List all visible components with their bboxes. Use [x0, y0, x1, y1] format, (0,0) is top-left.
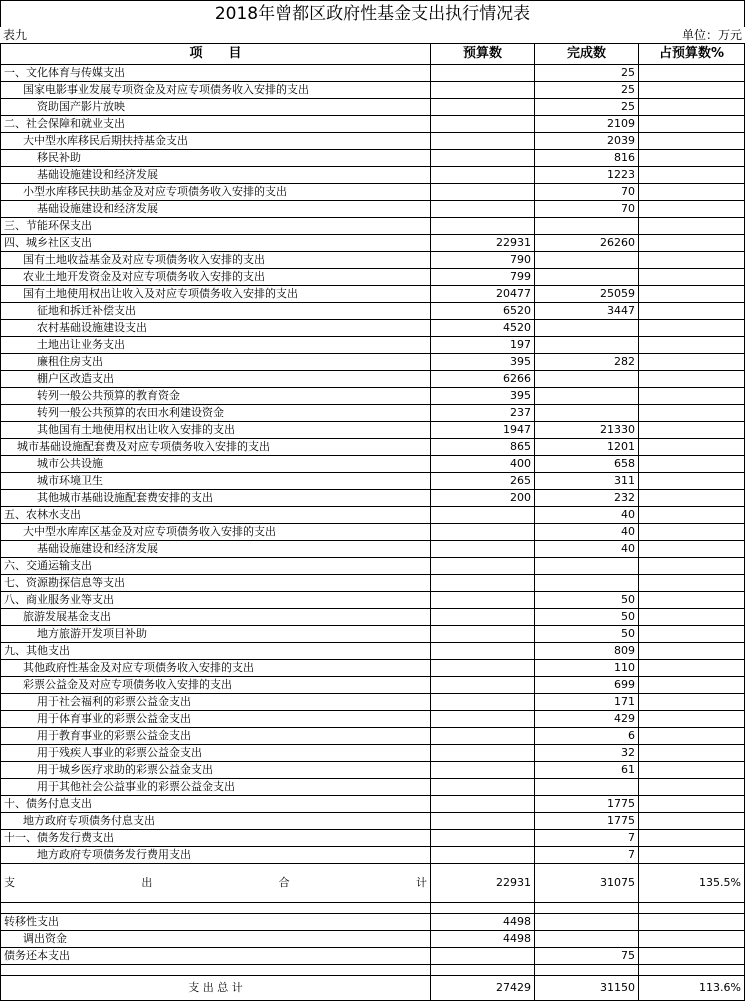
- row-label: 基础设施建设和经济发展: [1, 167, 431, 184]
- table-row: [1, 524, 745, 541]
- row-label: 大中型水库库区基金及对应专项债务收入安排的支出: [1, 524, 431, 541]
- table-row: [1, 609, 745, 626]
- row-pct: [639, 99, 745, 116]
- row-actual: 429: [535, 711, 639, 728]
- row-budget: [431, 524, 535, 541]
- row-label: 其他城市基础设施配套费安排的支出: [1, 490, 431, 507]
- row-pct: [639, 524, 745, 541]
- row-pct: [639, 830, 745, 847]
- row-label: 地方旅游开发项目补助: [1, 626, 431, 643]
- row-label: 国有土地使用权出让收入及对应专项债务收入安排的支出: [1, 286, 431, 303]
- spacer-row: [1, 903, 745, 914]
- row-actual: 816: [535, 150, 639, 167]
- row-pct: [639, 422, 745, 439]
- unit-label: 单位：万元: [681, 28, 742, 42]
- row-budget: [431, 711, 535, 728]
- row-actual: 3447: [535, 303, 639, 320]
- table-row: [1, 65, 745, 82]
- row-pct: [639, 558, 745, 575]
- row-pct: [639, 541, 745, 558]
- row-label: 基础设施建设和经济发展: [1, 201, 431, 218]
- row-actual: 1223: [535, 167, 639, 184]
- total-label: [1, 864, 431, 903]
- row-budget: [431, 541, 535, 558]
- row-pct: [639, 439, 745, 456]
- row-pct: [639, 354, 745, 371]
- row-pct: [639, 626, 745, 643]
- row-budget: [431, 626, 535, 643]
- row-actual: 40: [535, 524, 639, 541]
- row-actual: [535, 558, 639, 575]
- row-budget: [431, 694, 535, 711]
- row-budget: [431, 779, 535, 796]
- row-label: 转移性支出: [1, 914, 431, 931]
- row-label: 用于体育事业的彩票公益金支出: [1, 711, 431, 728]
- table-row: [1, 948, 745, 965]
- grand-total-budget: 27429: [431, 976, 535, 1001]
- row-label: 九、其他支出: [1, 643, 431, 660]
- row-budget: [431, 830, 535, 847]
- row-pct: [639, 269, 745, 286]
- row-budget: 4520: [431, 320, 535, 337]
- row-pct: [639, 303, 745, 320]
- table-row: [1, 558, 745, 575]
- row-pct: [639, 252, 745, 269]
- row-pct: [639, 813, 745, 830]
- row-label: 土地出让业务支出: [1, 337, 431, 354]
- row-budget: 1947: [431, 422, 535, 439]
- table-row: [1, 286, 745, 303]
- row-budget: 6266: [431, 371, 535, 388]
- row-budget: [431, 592, 535, 609]
- row-budget: 6520: [431, 303, 535, 320]
- row-label: 债务还本支出: [1, 948, 431, 965]
- row-pct: [639, 609, 745, 626]
- row-pct: [639, 235, 745, 252]
- row-actual: 110: [535, 660, 639, 677]
- row-pct: [639, 184, 745, 201]
- row-label: 城市环境卫生: [1, 473, 431, 490]
- row-budget: [431, 677, 535, 694]
- row-pct: [639, 779, 745, 796]
- table-row: [1, 388, 745, 405]
- row-budget: 395: [431, 388, 535, 405]
- row-actual: 50: [535, 609, 639, 626]
- row-pct: [639, 847, 745, 864]
- table-row: [1, 354, 745, 371]
- row-label: 移民补助: [1, 150, 431, 167]
- row-budget: [431, 167, 535, 184]
- row-actual: 75: [535, 948, 639, 965]
- row-label: 用于教育事业的彩票公益金支出: [1, 728, 431, 745]
- row-budget: 237: [431, 405, 535, 422]
- row-pct: [639, 201, 745, 218]
- row-actual: 311: [535, 473, 639, 490]
- grand-total-row: [1, 976, 745, 1001]
- row-label: 国家电影事业发展专项资金及对应专项债务收入安排的支出: [1, 82, 431, 99]
- row-pct: [639, 65, 745, 82]
- table-row: [1, 813, 745, 830]
- transfer-section: [1, 914, 745, 965]
- row-label: 用于其他社会公益事业的彩票公益金支出: [1, 779, 431, 796]
- row-actual: [535, 779, 639, 796]
- row-pct: [639, 694, 745, 711]
- row-label: 五、农林水支出: [1, 507, 431, 524]
- row-label: 地方政府专项债务发行费用支出: [1, 847, 431, 864]
- row-pct: [639, 490, 745, 507]
- table-row: [1, 660, 745, 677]
- row-actual: 2109: [535, 116, 639, 133]
- row-actual: [535, 252, 639, 269]
- row-label: 资助国产影片放映: [1, 99, 431, 116]
- header-budget: 预算数: [431, 44, 535, 65]
- row-label: 城市基础设施配套费及对应专项债务收入安排的支出: [1, 439, 431, 456]
- row-budget: [431, 847, 535, 864]
- row-budget: [431, 558, 535, 575]
- total-actual: 31075: [535, 864, 639, 903]
- row-budget: [431, 116, 535, 133]
- table-row: [1, 796, 745, 813]
- row-label: 其他国有土地使用权出让收入安排的支出: [1, 422, 431, 439]
- row-pct: [639, 643, 745, 660]
- row-pct: [639, 677, 745, 694]
- row-pct: [639, 592, 745, 609]
- row-actual: 1775: [535, 796, 639, 813]
- row-actual: [535, 371, 639, 388]
- row-budget: 22931: [431, 235, 535, 252]
- row-label: 城市公共设施: [1, 456, 431, 473]
- row-label: 用于残疾人事业的彩票公益金支出: [1, 745, 431, 762]
- table-row: [1, 643, 745, 660]
- grand-total-label: 支 出 总 计: [1, 976, 431, 1001]
- row-label: 彩票公益金及对应专项债务收入安排的支出: [1, 677, 431, 694]
- table-row: [1, 82, 745, 99]
- row-pct: [639, 388, 745, 405]
- total-char: 计: [415, 876, 427, 889]
- row-label: 一、文化体育与传媒支出: [1, 65, 431, 82]
- row-actual: 699: [535, 677, 639, 694]
- row-actual: 171: [535, 694, 639, 711]
- row-label: 十、债务付息支出: [1, 796, 431, 813]
- row-actual: 25059: [535, 286, 639, 303]
- row-actual: 6: [535, 728, 639, 745]
- table-row: [1, 235, 745, 252]
- sheet-title: 2018年曾都区政府性基金支出执行情况表: [0, 0, 745, 27]
- table-row: [1, 167, 745, 184]
- table-row: [1, 99, 745, 116]
- header-item: 项 目: [1, 44, 431, 65]
- row-label: 四、城乡社区支出: [1, 235, 431, 252]
- row-label: 转列一般公共预算的教育资金: [1, 388, 431, 405]
- table-row: [1, 745, 745, 762]
- total-char: 支: [4, 876, 15, 889]
- row-pct: [639, 914, 745, 931]
- row-actual: [535, 914, 639, 931]
- row-label: 其他政府性基金及对应专项债务收入安排的支出: [1, 660, 431, 677]
- row-actual: [535, 931, 639, 948]
- row-pct: [639, 320, 745, 337]
- expenditure-table: [0, 43, 745, 1001]
- row-budget: [431, 813, 535, 830]
- row-label: 七、资源勘探信息等支出: [1, 575, 431, 592]
- row-budget: 197: [431, 337, 535, 354]
- row-actual: 7: [535, 847, 639, 864]
- table-row: [1, 439, 745, 456]
- row-budget: [431, 575, 535, 592]
- table-row: [1, 269, 745, 286]
- table-row: [1, 490, 745, 507]
- table-row: [1, 592, 745, 609]
- row-pct: [639, 745, 745, 762]
- table-row: [1, 218, 745, 235]
- table-row: [1, 711, 745, 728]
- table-row: [1, 405, 745, 422]
- grand-total-actual: 31150: [535, 976, 639, 1001]
- row-actual: 32: [535, 745, 639, 762]
- row-actual: 658: [535, 456, 639, 473]
- row-label: 廉租住房支出: [1, 354, 431, 371]
- row-budget: [431, 643, 535, 660]
- row-label: 用于城乡医疗求助的彩票公益金支出: [1, 762, 431, 779]
- row-budget: [431, 99, 535, 116]
- row-actual: [535, 388, 639, 405]
- table-row: [1, 626, 745, 643]
- total-row: [1, 864, 745, 903]
- row-pct: [639, 286, 745, 303]
- table-row: [1, 337, 745, 354]
- row-actual: 7: [535, 830, 639, 847]
- total-char: 出: [141, 876, 153, 889]
- row-actual: [535, 269, 639, 286]
- row-pct: [639, 371, 745, 388]
- row-pct: [639, 660, 745, 677]
- row-budget: 395: [431, 354, 535, 371]
- row-actual: 40: [535, 507, 639, 524]
- table-row: [1, 133, 745, 150]
- row-pct: [639, 948, 745, 965]
- row-pct: [639, 762, 745, 779]
- row-label: 农村基础设施建设支出: [1, 320, 431, 337]
- table-row: [1, 728, 745, 745]
- table-row: [1, 694, 745, 711]
- table-row: [1, 931, 745, 948]
- row-actual: 70: [535, 201, 639, 218]
- row-actual: 26260: [535, 235, 639, 252]
- row-actual: [535, 405, 639, 422]
- row-label: 农业土地开发资金及对应专项债务收入安排的支出: [1, 269, 431, 286]
- sub-header: [0, 27, 745, 43]
- table-row: [1, 371, 745, 388]
- row-budget: [431, 82, 535, 99]
- row-actual: 1775: [535, 813, 639, 830]
- table-row: [1, 252, 745, 269]
- row-label: 旅游发展基金支出: [1, 609, 431, 626]
- row-budget: [431, 184, 535, 201]
- row-budget: 790: [431, 252, 535, 269]
- row-actual: 50: [535, 592, 639, 609]
- row-actual: [535, 337, 639, 354]
- row-pct: [639, 116, 745, 133]
- table-row: [1, 320, 745, 337]
- spacer-row: [1, 965, 745, 976]
- row-actual: 70: [535, 184, 639, 201]
- row-budget: 865: [431, 439, 535, 456]
- row-budget: [431, 660, 535, 677]
- row-label: 三、节能环保支出: [1, 218, 431, 235]
- row-pct: [639, 473, 745, 490]
- row-actual: 25: [535, 82, 639, 99]
- row-actual: 25: [535, 65, 639, 82]
- row-label: 调出资金: [1, 931, 431, 948]
- table-row: [1, 184, 745, 201]
- row-budget: [431, 201, 535, 218]
- row-actual: 2039: [535, 133, 639, 150]
- row-label: 棚户区改造支出: [1, 371, 431, 388]
- row-budget: 4498: [431, 914, 535, 931]
- row-actual: [535, 575, 639, 592]
- row-budget: [431, 745, 535, 762]
- row-label: 大中型水库移民后期扶持基金支出: [1, 133, 431, 150]
- grand-total-pct: 113.6%: [639, 976, 745, 1001]
- row-actual: 25: [535, 99, 639, 116]
- row-budget: [431, 218, 535, 235]
- header-actual: 完成数: [535, 44, 639, 65]
- table-number: 表九: [3, 28, 28, 42]
- row-label: 用于社会福利的彩票公益金支出: [1, 694, 431, 711]
- table-row: [1, 116, 745, 133]
- row-budget: 799: [431, 269, 535, 286]
- row-label: 基础设施建设和经济发展: [1, 541, 431, 558]
- row-actual: 50: [535, 626, 639, 643]
- table-body: [1, 65, 745, 864]
- row-pct: [639, 405, 745, 422]
- row-pct: [639, 82, 745, 99]
- table-row: [1, 677, 745, 694]
- table-row: [1, 456, 745, 473]
- row-budget: [431, 65, 535, 82]
- row-budget: [431, 150, 535, 167]
- row-budget: 400: [431, 456, 535, 473]
- row-pct: [639, 133, 745, 150]
- row-budget: [431, 609, 535, 626]
- table-row: [1, 762, 745, 779]
- row-budget: [431, 507, 535, 524]
- table-row: [1, 150, 745, 167]
- grand-total-section: [1, 965, 745, 1001]
- header-row: [1, 44, 745, 65]
- table-row: [1, 201, 745, 218]
- row-budget: [431, 133, 535, 150]
- row-label: 地方政府专项债务付息支出: [1, 813, 431, 830]
- table-row: [1, 541, 745, 558]
- total-char: 合: [278, 876, 290, 889]
- row-budget: [431, 728, 535, 745]
- row-pct: [639, 456, 745, 473]
- row-budget: 265: [431, 473, 535, 490]
- row-pct: [639, 728, 745, 745]
- row-budget: [431, 948, 535, 965]
- row-pct: [639, 167, 745, 184]
- row-pct: [639, 931, 745, 948]
- row-actual: [535, 218, 639, 235]
- row-pct: [639, 337, 745, 354]
- row-label: 二、社会保障和就业支出: [1, 116, 431, 133]
- table-row: [1, 847, 745, 864]
- table-row: [1, 473, 745, 490]
- table-row: [1, 422, 745, 439]
- row-label: 国有土地收益基金及对应专项债务收入安排的支出: [1, 252, 431, 269]
- row-label: 小型水库移民扶助基金及对应专项债务收入安排的支出: [1, 184, 431, 201]
- header-pct: 占预算数%: [639, 44, 745, 65]
- row-pct: [639, 218, 745, 235]
- row-actual: 809: [535, 643, 639, 660]
- row-actual: 282: [535, 354, 639, 371]
- row-label: 十一、债务发行费支出: [1, 830, 431, 847]
- row-actual: 61: [535, 762, 639, 779]
- table-row: [1, 507, 745, 524]
- row-pct: [639, 575, 745, 592]
- row-actual: 40: [535, 541, 639, 558]
- row-actual: [535, 320, 639, 337]
- row-label: 六、交通运输支出: [1, 558, 431, 575]
- table-row: [1, 830, 745, 847]
- total-pct: 135.5%: [639, 864, 745, 903]
- row-budget: 4498: [431, 931, 535, 948]
- table-row: [1, 575, 745, 592]
- row-label: 转列一般公共预算的农田水利建设资金: [1, 405, 431, 422]
- total-budget: 22931: [431, 864, 535, 903]
- table-row: [1, 914, 745, 931]
- row-actual: 21330: [535, 422, 639, 439]
- row-pct: [639, 796, 745, 813]
- row-budget: 200: [431, 490, 535, 507]
- row-actual: 1201: [535, 439, 639, 456]
- row-label: 征地和拆迁补偿支出: [1, 303, 431, 320]
- row-budget: [431, 762, 535, 779]
- row-actual: 232: [535, 490, 639, 507]
- row-pct: [639, 150, 745, 167]
- table-row: [1, 779, 745, 796]
- row-budget: [431, 796, 535, 813]
- total-section: [1, 864, 745, 914]
- table-row: [1, 303, 745, 320]
- row-pct: [639, 507, 745, 524]
- row-label: 八、商业服务业等支出: [1, 592, 431, 609]
- row-budget: 20477: [431, 286, 535, 303]
- row-pct: [639, 711, 745, 728]
